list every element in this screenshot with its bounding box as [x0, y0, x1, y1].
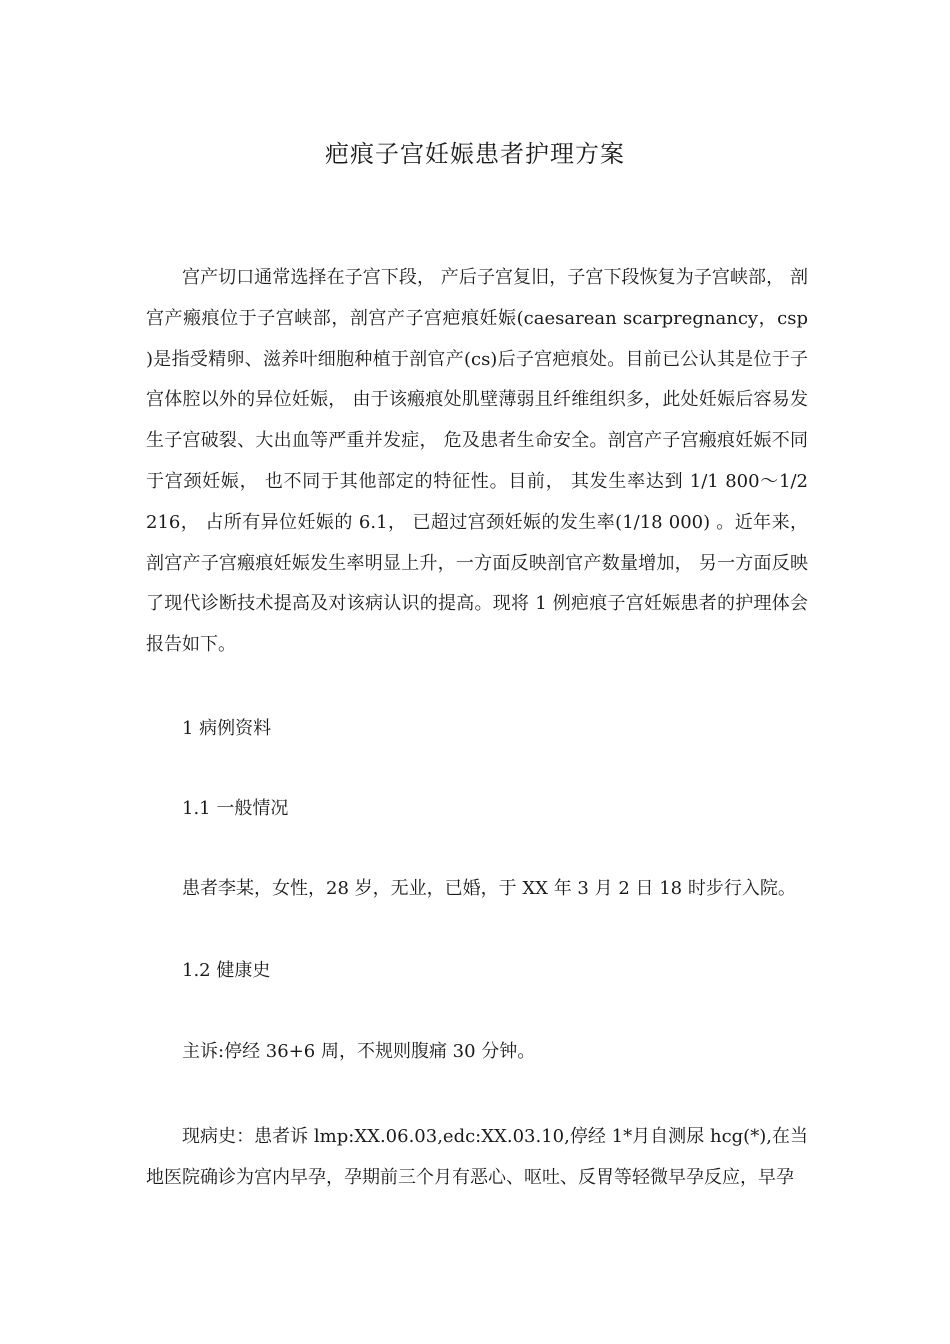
general-info-paragraph: 患者李某，女性，28 岁，无业，已婚，于 XX 年 3 月 2 日 18 时步行入院。 — [182, 878, 796, 899]
present-history-paragraph: 现病史：患者诉 lmp:XX.06.03,edc:XX.03.10,停经 1*月自测尿 hcg(*),在当地医院确诊为宫内早孕，孕期前三个月有恶心、呕吐、反胃等轻微早孕反应，早孕 — [146, 1126, 808, 1188]
subsection-heading-health-history: 1.2 健康史 — [182, 960, 271, 981]
chief-complaint-paragraph: 主诉:停经 36+6 周，不规则腹痛 30 分钟。 — [182, 1041, 536, 1062]
document-title: 疤痕子宫妊娠患者护理方案 — [325, 140, 625, 168]
section-heading-case-data: 1 病例资料 — [182, 718, 272, 739]
subsection-heading-general: 1.1 一般情况 — [182, 798, 289, 819]
intro-paragraph: 宫产切口通常选择在子宫下段， 产后子宫复旧，子宫下段恢复为子宫峡部， 剖宫产瘢痕位于子宫峡部，剖宫产子宫疤痕妊娠(caesarean scarpregnancy，csp )是指受精卵、滋养叶细胞种植于剖官产(cs)后子宫疤痕处。目前已公认其是位于子宫体腔以外的异位妊娠， 由于该瘢痕处肌壁薄弱且纤维组织多，此处妊娠后容易发生子宫破裂、大出血等严重并发症， 危及患者生命安全。剖宫产子宫瘢痕妊娠不同于宫颈妊娠， 也不同于其他部定的特征性。目前， 其发生率达到 1/1 800～1/2 216， 占所有异位妊娠的 6.1， 已超过宫颈妊娠的发生率(1/18 000) 。近年来， 剖宫产子宫瘢痕妊娠发生率明显上升，一方面反映剖官产数量增加， 另一方面反映了现代诊断技术提高及对该病认识的提高。现将 1 例疤痕子宫妊娠患者的护理体会报告如下。 — [146, 267, 808, 656]
